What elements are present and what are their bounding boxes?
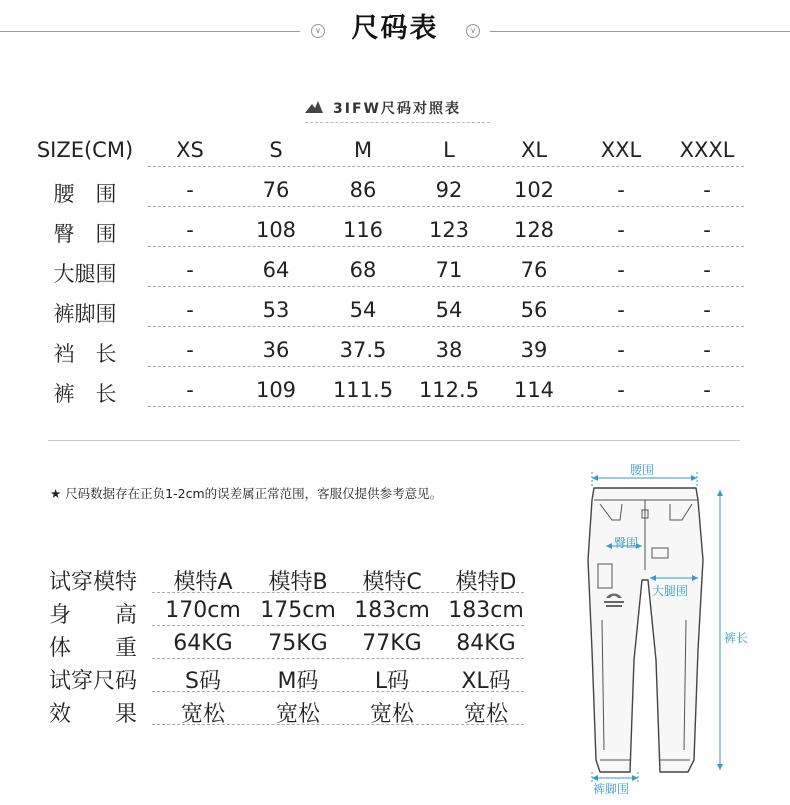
column-header: XXXL <box>679 138 735 162</box>
table-cell: 183cm <box>448 598 524 623</box>
chevron-down-icon: ∨ <box>466 24 480 38</box>
table-cell: 76 <box>520 258 548 282</box>
table-cell: 54 <box>435 298 463 322</box>
table-cell: 模特B <box>268 570 328 595</box>
table-cell: - <box>617 378 625 402</box>
header-divider-left <box>0 31 300 32</box>
table-cell: L码 <box>374 669 410 694</box>
table-cell: 宽松 <box>369 702 414 727</box>
table-cell: 37.5 <box>339 338 387 362</box>
table-cell: 76 <box>262 178 290 202</box>
page-title: 尺码表 <box>351 13 439 44</box>
table-cell: XL码 <box>461 669 511 694</box>
row-divider <box>152 691 524 692</box>
table-cell: 宽松 <box>180 702 225 727</box>
column-header: S <box>269 138 283 162</box>
table-cell: 36 <box>262 338 290 362</box>
mountain-icon <box>313 101 323 113</box>
table-cell: 112.5 <box>418 378 480 402</box>
table-cell: - <box>617 338 625 362</box>
table-cell: - <box>186 298 194 322</box>
table-cell: 53 <box>262 298 290 322</box>
table-cell: 102 <box>513 178 555 202</box>
table-cell: - <box>617 218 625 242</box>
row-divider <box>148 366 744 367</box>
subtitle-text: 3IFW尺码对照表 <box>333 101 461 117</box>
column-header: SIZE(CM) <box>36 138 134 162</box>
table-cell: 宽松 <box>463 702 508 727</box>
table-cell: 39 <box>520 338 548 362</box>
table-cell: - <box>617 298 625 322</box>
pants-diagram <box>570 460 790 805</box>
disclaimer-note: ★ 尺码数据存在正负1-2cm的误差属正常范围，客服仅提供参考意见。 <box>50 486 443 501</box>
thigh-label: 大腿围 <box>652 584 689 598</box>
header-divider-right <box>490 31 790 32</box>
table-cell: - <box>186 258 194 282</box>
table-cell: 71 <box>435 258 463 282</box>
row-label: 臀 围 <box>53 222 117 246</box>
table-cell: 86 <box>349 178 377 202</box>
table-cell: - <box>186 378 194 402</box>
table-cell: 116 <box>342 218 384 242</box>
row-label: 体 重 <box>48 636 137 661</box>
table-cell: 68 <box>349 258 377 282</box>
table-cell: - <box>186 178 194 202</box>
row-label: 腰 围 <box>53 182 117 206</box>
subtitle <box>305 98 490 123</box>
table-cell: 92 <box>435 178 463 202</box>
table-cell: 111.5 <box>332 378 394 402</box>
table-cell: 64 <box>262 258 290 282</box>
row-label: 试穿尺码 <box>48 669 137 694</box>
row-divider <box>152 592 524 593</box>
row-divider <box>152 658 524 659</box>
row-divider <box>152 625 524 626</box>
row-label: 裤脚围 <box>53 302 117 326</box>
length-label: 裤长 <box>724 631 749 645</box>
column-header: XS <box>176 138 204 162</box>
row-divider <box>152 724 524 725</box>
row-divider <box>148 166 744 167</box>
row-divider <box>148 406 744 407</box>
row-label: 试穿模特 <box>48 570 137 595</box>
table-cell: - <box>186 218 194 242</box>
section-divider <box>48 440 740 441</box>
table-cell: - <box>703 258 711 282</box>
row-label: 大腿围 <box>53 262 117 286</box>
table-cell: M码 <box>277 669 319 694</box>
table-cell: 56 <box>520 298 548 322</box>
table-cell: 183cm <box>354 598 430 623</box>
table-cell: 模特D <box>455 570 517 595</box>
table-cell: 175cm <box>260 598 336 623</box>
table-cell: 109 <box>255 378 297 402</box>
hem-label: 裤脚围 <box>593 782 630 796</box>
table-cell: 77KG <box>362 631 422 656</box>
row-divider <box>148 326 744 327</box>
column-header: L <box>443 138 455 162</box>
table-cell: 123 <box>428 218 470 242</box>
table-cell: 64KG <box>173 631 233 656</box>
row-label: 效 果 <box>48 702 137 727</box>
column-header: M <box>353 138 373 162</box>
table-cell: 170cm <box>165 598 241 623</box>
table-cell: 108 <box>255 218 297 242</box>
table-cell: 75KG <box>268 631 328 656</box>
table-cell: - <box>186 338 194 362</box>
hip-label: 臀围 <box>614 536 639 550</box>
column-header: XL <box>520 138 548 162</box>
table-cell: 84KG <box>456 631 516 656</box>
row-label: 裤 长 <box>53 382 117 406</box>
table-cell: 模特C <box>362 570 422 595</box>
table-cell: - <box>703 338 711 362</box>
table-cell: 模特A <box>173 570 233 595</box>
table-cell: - <box>703 178 711 202</box>
waist-label: 腰围 <box>630 463 655 477</box>
row-label: 裆 长 <box>53 342 117 366</box>
table-cell: - <box>617 258 625 282</box>
table-cell: S码 <box>185 669 221 694</box>
table-cell: - <box>617 178 625 202</box>
table-cell: 114 <box>513 378 555 402</box>
table-cell: 38 <box>435 338 463 362</box>
column-header: XXL <box>600 138 642 162</box>
row-divider <box>148 286 744 287</box>
table-cell: - <box>703 218 711 242</box>
table-cell: 128 <box>513 218 555 242</box>
chevron-down-icon: ∨ <box>311 24 325 38</box>
table-cell: 宽松 <box>275 702 320 727</box>
table-cell: - <box>703 298 711 322</box>
row-divider <box>148 246 744 247</box>
table-cell: - <box>703 378 711 402</box>
row-divider <box>148 206 744 207</box>
table-cell: 54 <box>349 298 377 322</box>
row-label: 身 高 <box>48 603 137 628</box>
